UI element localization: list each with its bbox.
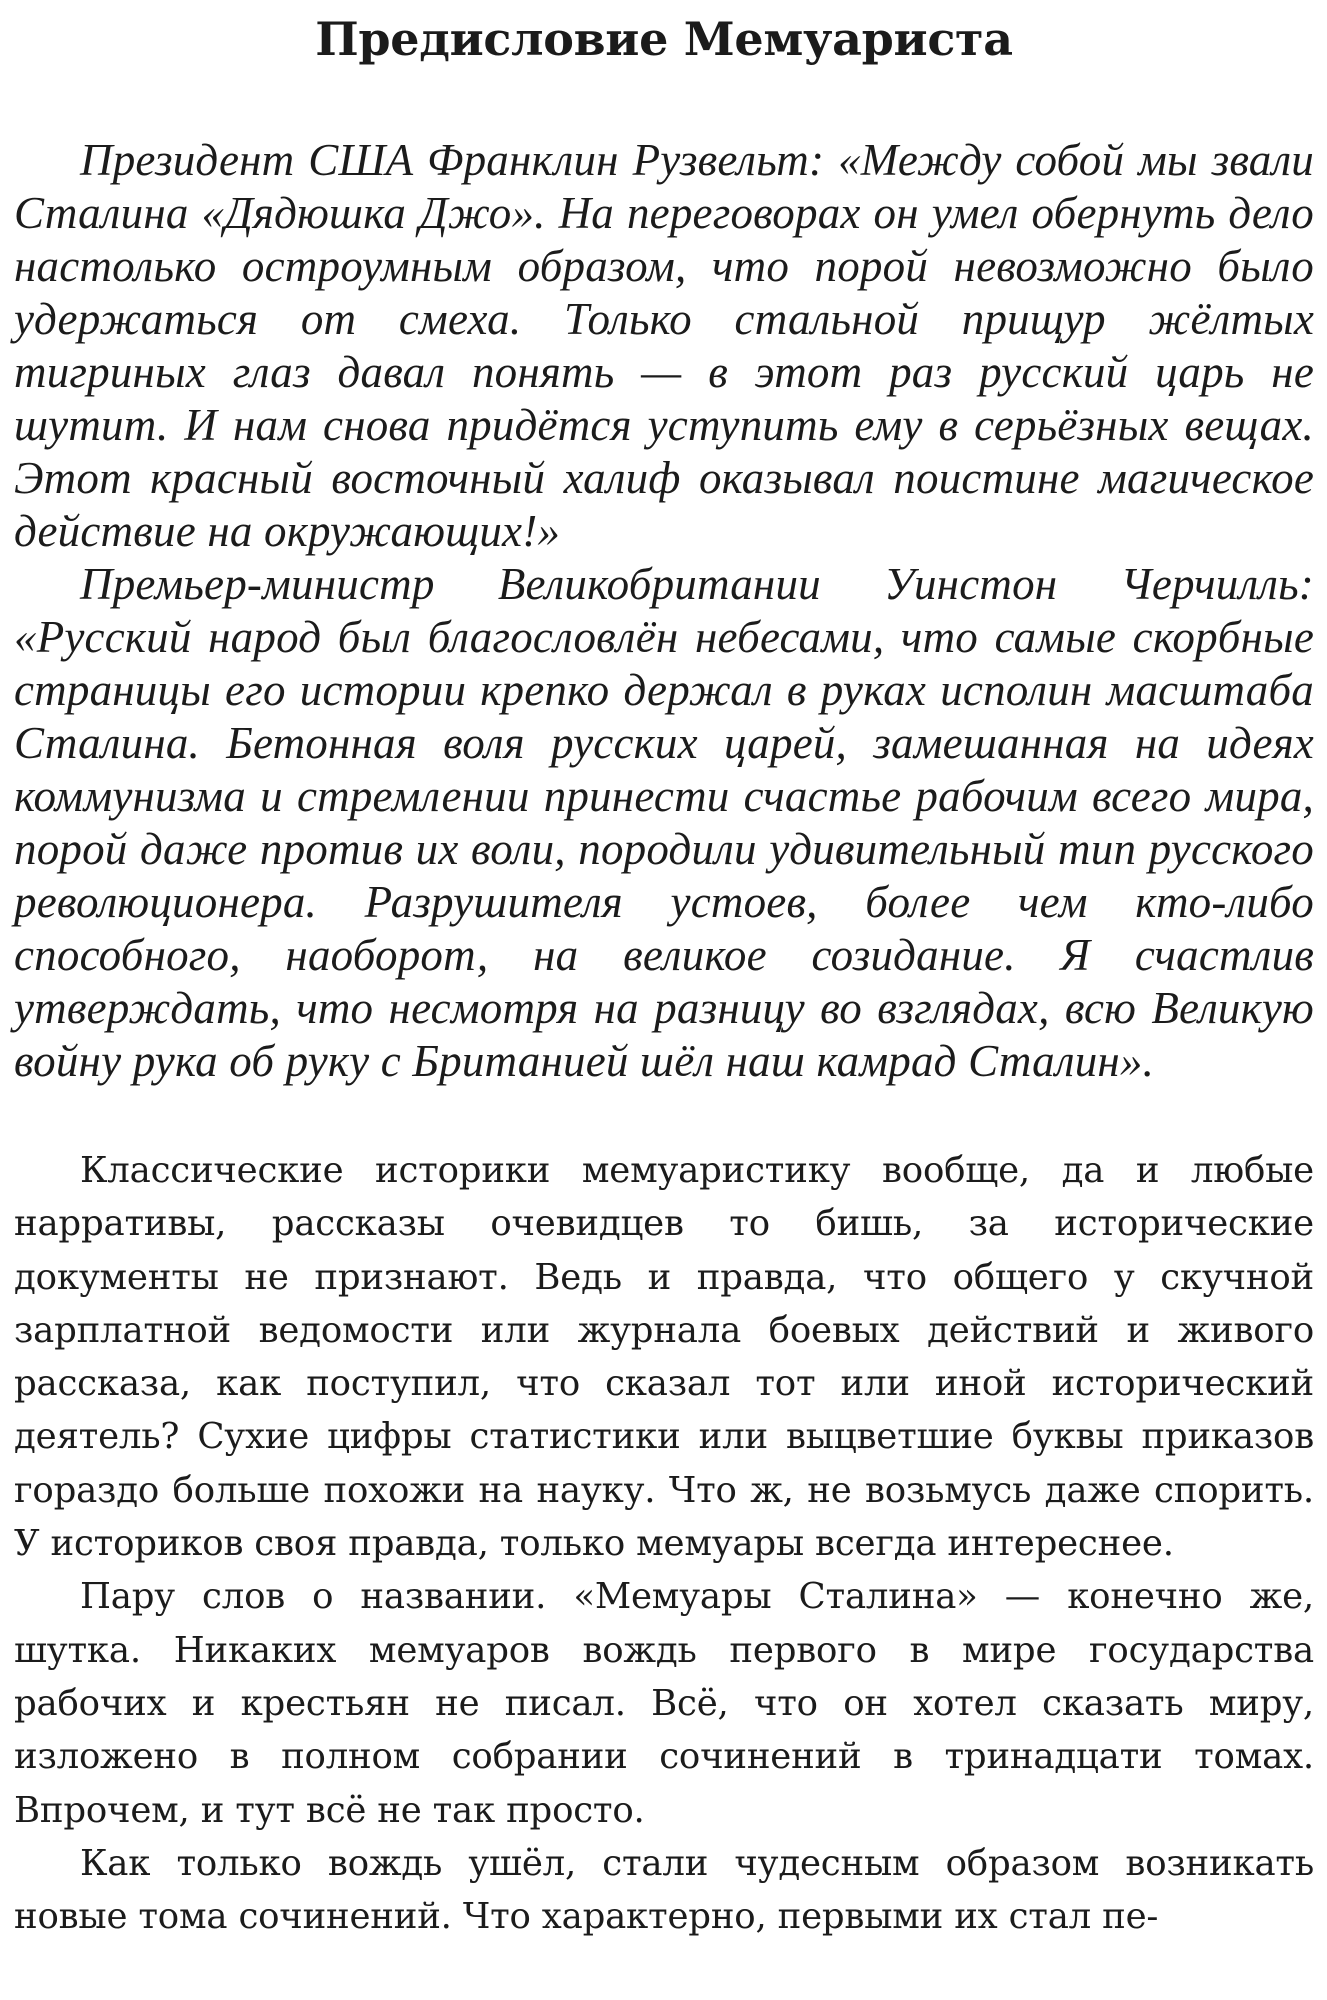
epigraph-churchill-quote: Премьер-министр Великобритании Уинстон Черчилль: «Русский народ был благословлён небесами, что самые скорбные страницы его истории крепко держал в руках исполин масштаба Сталина. Бетонная воля русских царей, замешанная на идеях коммунизма и стремлении принести счастье рабочим всего мира, порой даже против их воли, породили удивительный тип русского революционера. Разрушителя устоев, более чем кто-либо способного, наоборот, на великое созидание. Я счастлив утверждать, что несмотря на разницу во взглядах, всю Великую войну рука об руку с Британией шёл наш камрад Сталин». (14, 559, 1314, 1086)
document-page (14, 0, 1314, 1943)
body-paragraph: Классические историки мемуаристику вообще, да и любые нарративы, рассказы очевидцев то бишь, за исторические документы не признают. Ведь и правда, что общего у скучной зарплатной ведомости или журнала боевых действий и живого рассказа, как поступил, что сказал тот или иной исторический деятель? Сухие цифры статистики или выцветшие буквы приказов гораздо больше похожи на науку. Что ж, не возьмусь даже спорить. У историков своя правда, только мемуары всегда интереснее. (14, 1150, 1314, 1565)
epigraph-roosevelt-quote: Президент США Франклин Рузвельт: «Между собой мы звали Сталина «Дядюшка Джо». На переговорах он умел обернуть дело настолько остроумным образом, что порой невозможно было удержаться от смеха. Только стальной прищур жёлтых тигриных глаз давал понять — в этот раз русский царь не шутит. И нам снова придётся уступить ему в серьёзных вещах. Этот красный восточный халиф оказывал поистине магическое действие на окружающих!» (14, 135, 1314, 556)
epigraph (14, 134, 1314, 1088)
body-paragraph: Как только вождь ушёл, стали чудесным образом возникать новые тома сочинений. Что характерно, первыми их стал пе- (14, 1842, 1314, 1938)
page-title: Предисловие Мемуариста (315, 12, 1013, 66)
body-paragraph: Пару слов о названии. «Мемуары Сталина» — конечно же, шутка. Никаких мемуаров вождь первого в мире государства рабочих и крестьян не писал. Всё, что он хотел сказать миру, изложено в полном собрании сочинений в тринадцати томах. Впрочем, и тут всё не так просто. (14, 1576, 1314, 1831)
body-text (14, 1144, 1314, 1943)
